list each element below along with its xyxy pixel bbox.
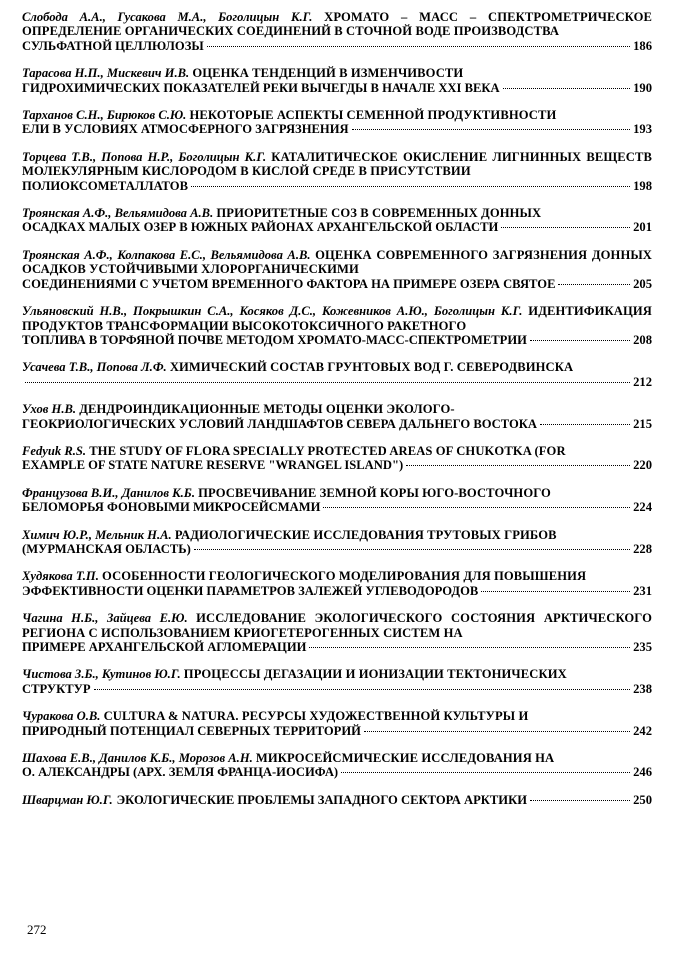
entry-title-end: ЭКОЛОГИЧЕСКИЕ ПРОБЛЕМЫ ЗАПАДНОГО СЕКТОРА АРКТИКИ (116, 792, 528, 807)
entry-authors: Чистова З.Б., Кутинов Ю.Г. (22, 667, 181, 682)
toc-entry (22, 10, 652, 53)
toc-entry (22, 528, 652, 557)
page-number: 272 (27, 922, 47, 937)
entry-title: ПРИОРИТЕТНЫЕ СОЗ В СОВРЕМЕННЫХ ДОННЫХ (216, 206, 542, 221)
entry-title-end: ПОЛИОКСОМЕТАЛЛАТОВ (22, 178, 188, 193)
entry-title-end: (МУРМАНСКАЯ ОБЛАСТЬ) (22, 541, 191, 556)
entry-title: THE STUDY OF FLORA SPECIALLY PROTECTED AREAS OF CHUKOTKA (FOR (89, 443, 566, 458)
entry-title-end: СОЕДИНЕНИЯМИ С УЧЕТОМ ВРЕМЕННОГО ФАКТОРА НА ПРИМЕРЕ ОЗЕРА СВЯТОЕ (22, 276, 556, 291)
entry-title-end: О. АЛЕКСАНДРЫ (АРХ. ЗЕМЛЯ ФРАНЦА-ИОСИФА) (22, 765, 339, 780)
toc-entry (22, 360, 652, 389)
entry-authors: Усачева Т.В., Попова Л.Ф. (22, 360, 167, 375)
entry-authors: Троянская А.Ф., Вельямидова А.В. (22, 206, 214, 221)
entry-page-number: 208 (633, 332, 652, 347)
toc-entry (22, 793, 652, 807)
entry-title: ХРОМАТО – МАСС – СПЕКТРОМЕТРИЧЕСКОЕ ОПРЕДЕЛЕНИЕ ОРГАНИЧЕСКИХ СОЕДИНЕНИЙ В СТОЧНОЙ ВОДЕ ПРОИЗВОДСТВА (22, 10, 652, 39)
table-of-contents (22, 10, 652, 820)
entry-title: ПРОЦЕССЫ ДЕГАЗАЦИИ И ИОНИЗАЦИИ ТЕКТОНИЧЕСКИХ (183, 667, 567, 682)
entry-page-number: 224 (633, 500, 652, 515)
dot-leader (309, 647, 630, 648)
entry-authors: Fedyuk R.S. (22, 443, 87, 458)
entry-page-number: 238 (633, 681, 652, 696)
entry-page-number: 220 (633, 458, 652, 473)
dot-leader (558, 284, 630, 285)
dot-leader (352, 129, 631, 130)
entry-title-end: БЕЛОМОРЬЯ ФОНОВЫМИ МИКРОСЕЙСМАМИ (22, 500, 321, 515)
dot-leader (530, 800, 630, 801)
toc-entry (22, 611, 652, 654)
entry-title: ОСОБЕННОСТИ ГЕОЛОГИЧЕСКОГО МОДЕЛИРОВАНИЯ ДЛЯ ПОВЫШЕНИЯ (102, 569, 587, 584)
toc-entry (22, 444, 652, 473)
entry-authors: Чуракова О.В. (22, 709, 101, 724)
entry-page-number: 212 (633, 374, 652, 389)
toc-entry (22, 486, 652, 515)
entry-page-number: 242 (633, 723, 652, 738)
dot-leader (94, 689, 631, 690)
entry-title: ИССЛЕДОВАНИЕ ЭКОЛОГИЧЕСКОГО СОСТОЯНИЯ АРКТИЧЕСКОГО РЕГИОНА С ИСПОЛЬЗОВАНИЕМ КРИОГЕТЕРОГЕННЫХ СИСТЕМ НА (22, 611, 652, 640)
entry-title: ПРОСВЕЧИВАНИЕ ЗЕМНОЙ КОРЫ ЮГО-ВОСТОЧНОГО (198, 485, 551, 500)
entry-title-end: ПРИМЕРЕ АРХАНГЕЛЬСКОЙ АГЛОМЕРАЦИИ (22, 640, 307, 654)
entry-authors: Шварцман Ю.Г. (22, 792, 113, 807)
entry-authors: Химич Ю.Р., Мельник Н.А. (22, 527, 172, 542)
entry-title: CULTURA & NATURA. РЕСУРСЫ ХУДОЖЕСТВЕННОЙ КУЛЬТУРЫ И (103, 709, 529, 724)
toc-entry (22, 667, 652, 696)
entry-title-end: СТРУКТУР (22, 681, 91, 696)
entry-title: РАДИОЛОГИЧЕСКИЕ ИССЛЕДОВАНИЯ ТРУТОВЫХ ГРИБОВ (174, 527, 557, 542)
dot-leader (530, 340, 630, 341)
toc-entry (22, 206, 652, 235)
entry-title-end: ГЕОКРИОЛОГИЧЕСКИХ УСЛОВИЙ ЛАНДШАФТОВ СЕВЕРА ДАЛЬНЕГО ВОСТОКА (22, 416, 538, 431)
entry-title-end: EXAMPLE OF STATE NATURE RESERVE "WRANGEL ISLAND") (22, 458, 404, 473)
entry-authors: Тарханов С.Н., Бирюков С.Ю. (22, 108, 187, 123)
entry-title: ИДЕНТИФИКАЦИЯ ПРОДУКТОВ ТРАНСФОРМАЦИИ ВЫСОКОТОКСИЧНОГО РАКЕТНОГО (22, 304, 652, 333)
dot-leader (503, 88, 631, 89)
entry-title-end: ОСАДКАХ МАЛЫХ ОЗЕР В ЮЖНЫХ РАЙОНАХ АРХАНГЕЛЬСКОЙ ОБЛАСТИ (22, 220, 499, 235)
entry-authors: Троянская А.Ф., Колпакова Е.С., Вельямидова А.В. (22, 247, 311, 262)
entry-authors: Чагина Н.Б., Зайцева Е.Ю. (22, 611, 188, 626)
entry-authors: Худякова Т.П. (22, 569, 99, 584)
entry-title-end: ЭФФЕКТИВНОСТИ ОЦЕНКИ ПАРАМЕТРОВ ЗАЛЕЖЕЙ УГЛЕВОДОРОДОВ (22, 583, 479, 598)
dot-leader (25, 382, 630, 383)
entry-page-number: 186 (633, 38, 652, 53)
entry-page-number: 190 (633, 80, 652, 95)
entry-title-end: СУЛЬФАТНОЙ ЦЕЛЛЮЛОЗЫ (22, 38, 204, 53)
entry-title-end: ТОПЛИВА В ТОРФЯНОЙ ПОЧВЕ МЕТОДОМ ХРОМАТО-МАСС-СПЕКТРОМЕТРИИ (22, 332, 527, 347)
dot-leader (501, 227, 630, 228)
toc-entry (22, 751, 652, 780)
entry-page-number: 193 (633, 122, 652, 137)
entry-page-number: 201 (633, 220, 652, 235)
entry-authors: Французова В.И., Данилов К.Б. (22, 485, 195, 500)
dot-leader (191, 186, 630, 187)
toc-entry (22, 709, 652, 738)
entry-authors: Ухов Н.В. (22, 402, 77, 417)
entry-title: ОЦЕНКА ТЕНДЕНЦИЙ В ИЗМЕНЧИВОСТИ (192, 66, 464, 81)
entry-title: ОЦЕНКА СОВРЕМЕННОГО ЗАГРЯЗНЕНИЯ ДОННЫХ ОСАДКОВ УСТОЙЧИВЫМИ ХЛОРОРГАНИЧЕСКИМИ (22, 247, 652, 277)
entry-page-number: 215 (633, 416, 652, 431)
entry-page-number: 198 (633, 178, 652, 193)
entry-page-number: 250 (633, 792, 652, 807)
toc-entry (22, 66, 652, 95)
entry-authors: Ульяновский Н.В., Покрышкин С.А., Косяков Д.С., Кожевников А.Ю., Боголицын К.Г. (22, 304, 523, 319)
toc-entry (22, 304, 652, 347)
toc-entry (22, 108, 652, 137)
toc-entry (22, 150, 652, 193)
dot-leader (341, 772, 630, 773)
entry-page-number: 235 (633, 640, 652, 654)
entry-title: НЕКОТОРЫЕ АСПЕКТЫ СЕМЕННОЙ ПРОДУКТИВНОСТИ (189, 108, 557, 123)
entry-title: КАТАЛИТИЧЕСКОЕ ОКИСЛЕНИЕ ЛИГНИННЫХ ВЕЩЕСТВ МОЛЕКУЛЯРНЫМ КИСЛОРОДОМ В КИСЛОЙ СРЕДЕ В ПРИСУТСТВИИ (22, 149, 652, 179)
dot-leader (540, 424, 630, 425)
dot-leader (406, 465, 630, 466)
dot-leader (481, 591, 630, 592)
entry-title: ДЕНДРОИНДИКАЦИОННЫЕ МЕТОДЫ ОЦЕНКИ ЭКОЛОГО- (79, 402, 455, 417)
toc-entry (22, 402, 652, 431)
dot-leader (194, 549, 630, 550)
toc-entry (22, 569, 652, 598)
dot-leader (323, 507, 630, 508)
entry-page-number: 231 (633, 583, 652, 598)
dot-leader (364, 731, 630, 732)
entry-title-end: ЕЛИ В УСЛОВИЯХ АТМОСФЕРНОГО ЗАГРЯЗНЕНИЯ (22, 122, 349, 137)
entry-authors: Тарасова Н.П., Мискевич И.В. (22, 66, 190, 81)
entry-title: МИКРОСЕЙСМИЧЕСКИЕ ИССЛЕДОВАНИЯ НА (255, 751, 555, 766)
entry-title-end: ГИДРОХИМИЧЕСКИХ ПОКАЗАТЕЛЕЙ РЕКИ ВЫЧЕГДЫ В НАЧАЛЕ XXI ВЕКА (22, 80, 500, 95)
entry-authors: Слобода А.А., Гусакова М.А., Боголицын К.Г. (22, 10, 313, 24)
dot-leader (207, 46, 630, 47)
entry-title: ХИМИЧЕСКИЙ СОСТАВ ГРУНТОВЫХ ВОД Г. СЕВЕРОДВИНСКА (169, 360, 574, 375)
entry-page-number: 246 (633, 765, 652, 780)
entry-page-number: 205 (633, 276, 652, 291)
entry-authors: Торцева Т.В., Попова Н.Р., Боголицын К.Г. (22, 149, 267, 164)
toc-entry (22, 248, 652, 291)
entry-authors: Шахова Е.В., Данилов К.Б., Морозов А.Н. (22, 751, 253, 766)
entry-page-number: 228 (633, 541, 652, 556)
entry-title-end: ПРИРОДНЫЙ ПОТЕНЦИАЛ СЕВЕРНЫХ ТЕРРИТОРИЙ (22, 723, 361, 738)
